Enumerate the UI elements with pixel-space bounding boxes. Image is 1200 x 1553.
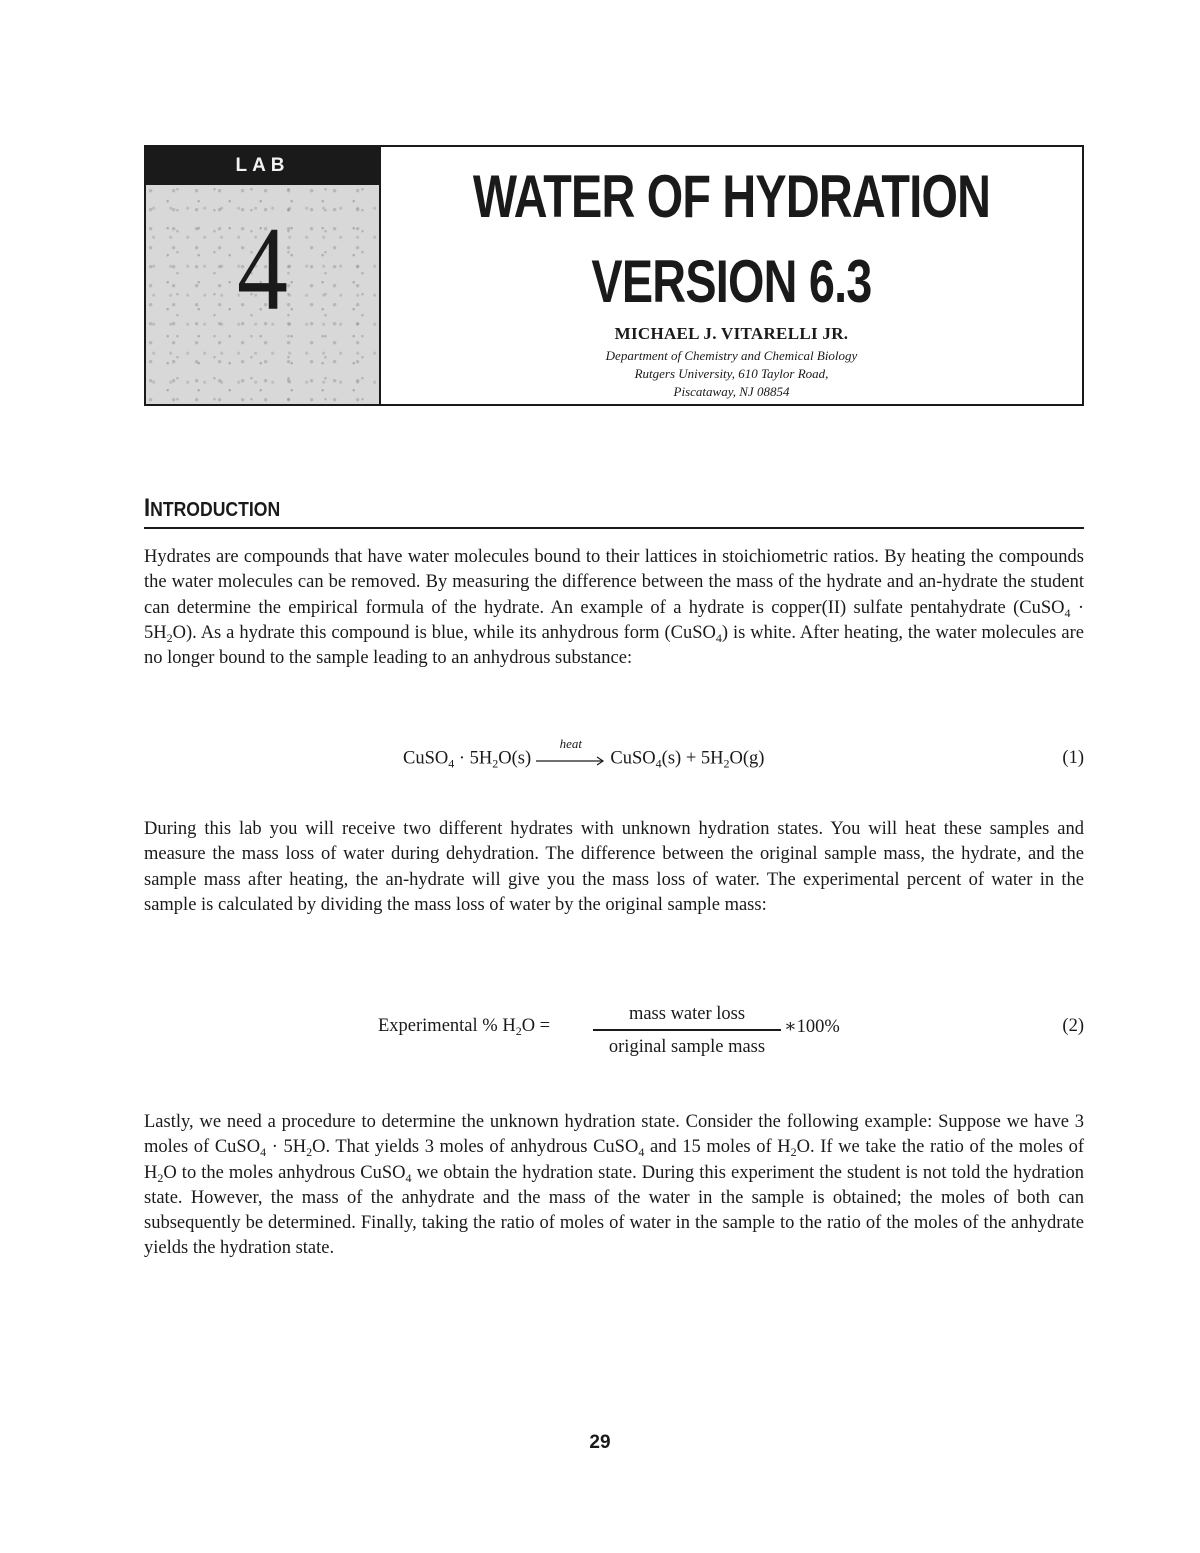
document-version: VERSION 6.3 — [591, 248, 872, 315]
page-number: 29 — [589, 1432, 611, 1453]
section-heading-introduction — [144, 494, 280, 523]
equation-2-rhs: ∗100% — [784, 1017, 840, 1037]
lab-badge — [146, 147, 381, 404]
affiliation-city: Piscataway, NJ 08854 — [673, 384, 790, 399]
lab-header-box — [144, 145, 1084, 406]
affiliation-address: Rutgers University, 610 Taylor Road, — [634, 366, 829, 381]
heading-initial: I — [144, 494, 151, 522]
affiliation-department: Department of Chemistry and Chemical Biology — [605, 348, 858, 363]
equation-2 — [144, 1000, 1084, 1062]
lab-label: LAB — [146, 147, 379, 185]
equation-1-expression: CuSO$_4$ · $5H_2O(s)$ heat CuSO$_4$(s) + $5H_2O(g)$ — [403, 736, 765, 771]
fraction-bar — [593, 1029, 781, 1031]
equation-2-lhs: Experimental % $H_2O$ = — [378, 1016, 551, 1038]
title-panel — [381, 147, 1082, 404]
section-divider — [144, 527, 1084, 529]
heading-rest: NTRODUCTION — [150, 499, 281, 521]
equation-1-number: (1) — [1062, 748, 1084, 768]
intro-paragraph-3: Lastly, we need a procedure to determine the unknown hydration state. Consider the following example: Suppose we have 3 moles of CuSO$_4$ · $5H_2O$. That yields 3 moles of anhydrous CuSO$_4$ and 15 moles of $H_2O$. If we take the ratio of the moles of $H_2O$ to the moles anhydrous CuSO$_4$ we obtain the hydration state. During this experiment the student is not told the hydration state. However, the mass of the anhydrate and the mass of the water in the sample is obtained; the moles of both can subsequently be determined. Finally, taking the ratio of moles of water in the sample to the ratio of the moles of the anhydrate yields the hydration state. — [144, 1112, 1084, 1259]
equation-2-number: (2) — [1062, 1016, 1084, 1036]
equation-1 — [144, 736, 1084, 774]
reaction-arrow — [536, 736, 606, 770]
intro-paragraph-1: Hydrates are compounds that have water molecules bound to their lattices in stoichiometric ratios. By heating the compounds the water molecules can be removed. By measuring the difference between the mass of the hydrate and an-hydrate the student can determine the empirical formula of the hydrate. An example of a hydrate is copper(II) sulfate pentahydrate (CuSO$_4$ · $5H_2O$). As a hydrate this compound is blue, while its anhydrous form (CuSO$_4$) is white. After heating, the water molecules are no longer bound to the sample leading to an anhydrous substance: — [144, 547, 1085, 669]
fraction-numerator: mass water loss — [628, 1004, 746, 1024]
fraction-denominator: original sample mass — [608, 1036, 766, 1057]
arrow-right-icon — [536, 756, 606, 766]
equation-2-fraction — [593, 1000, 781, 1060]
document-title: WATER OF HYDRATION — [472, 163, 991, 230]
lab-number: 4 — [237, 202, 288, 335]
author-name: MICHAEL J. VITARELLI JR. — [614, 324, 849, 343]
arrow-label: heat — [559, 736, 582, 751]
intro-paragraph-2: During this lab you will receive two different hydrates with unknown hydration states. You will heat these samples and measure the mass loss of water during dehydration. The difference between the original sample mass, the hydrate, and the sample mass after heating, the an-hydrate will give you the mass loss of water. The experimental percent of water in the sample is calculated by dividing the mass loss of water by the original sample mass: — [144, 819, 1084, 915]
